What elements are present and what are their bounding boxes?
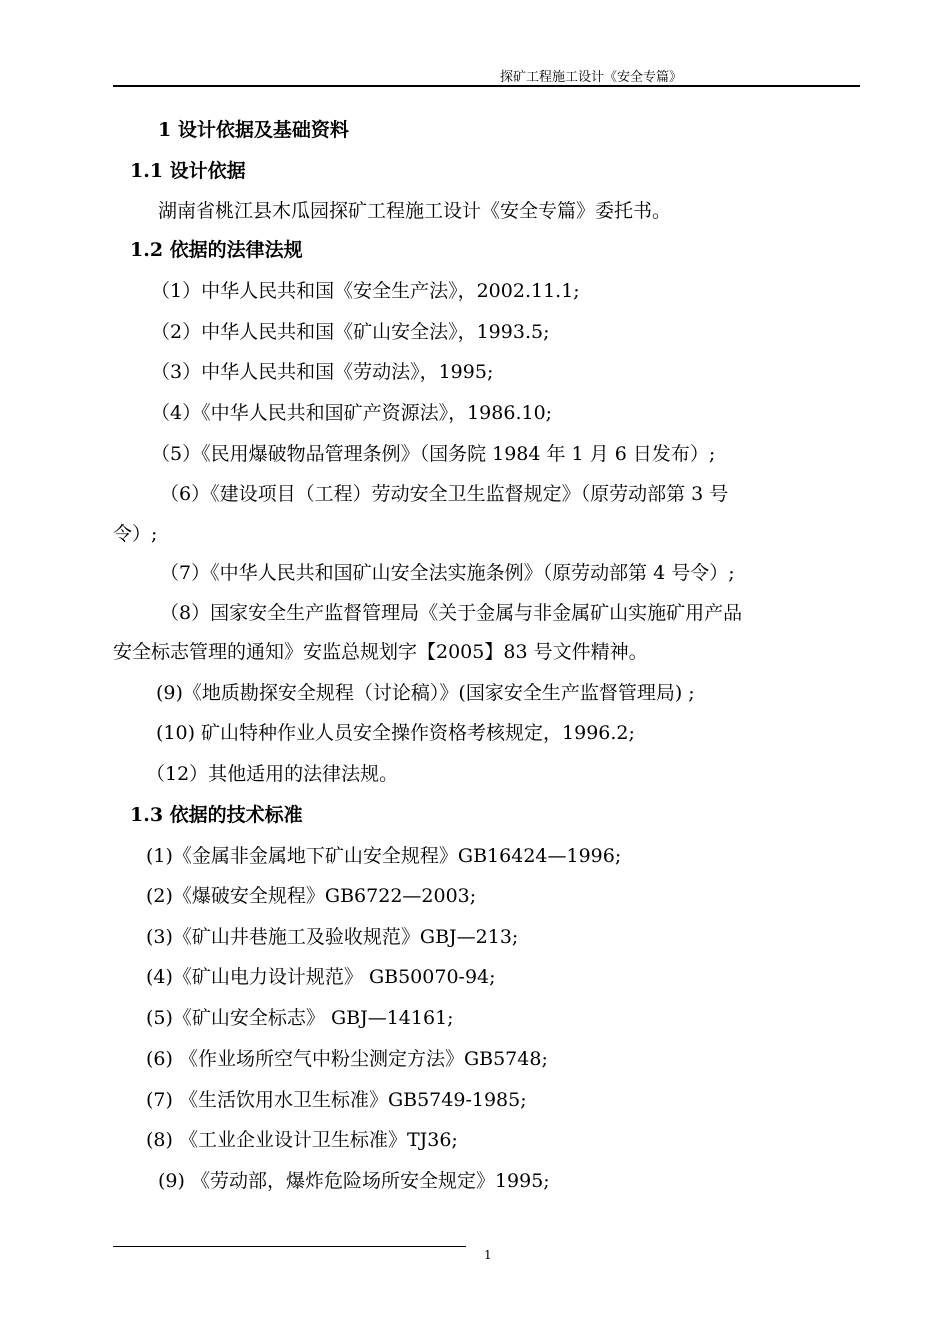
law-item-8: （8）国家安全生产监督管理局《关于金属与非金属矿山实施矿用产品 [160,602,743,624]
law-item-10: (10) 矿山特种作业人员安全操作资格考核规定，1996.2; [156,722,635,744]
page-number: 1 [484,1248,492,1262]
standard-item-7: (7) 《生活饮用水卫生标准》GB5749-1985; [146,1089,527,1111]
standard-item-2: (2)《爆破安全规程》GB6722—2003; [146,885,477,907]
law-item-3: （3）中华人民共和国《劳动法》，1995; [151,361,494,383]
section-1-1-body: 湖南省桃江县木瓜园探矿工程施工设计《安全专篇》委托书。 [158,200,672,222]
law-item-6-continued: 令）; [113,523,158,545]
standard-item-3: (3)《矿山井巷施工及验收规范》GBJ—213; [146,926,519,948]
standard-item-6: (6) 《作业场所空气中粉尘测定方法》GB5748; [146,1048,548,1070]
section-1-heading: 1 设计依据及基础资料 [158,119,349,141]
standard-item-9: (9) 《劳动部，爆炸危险场所安全规定》1995; [158,1170,550,1192]
section-1-2-heading: 1.2 依据的法律法规 [130,239,303,261]
header-title: 探矿工程施工设计《安全专篇》 [500,70,683,85]
law-item-1: （1）中华人民共和国《安全生产法》，2002.11.1; [151,280,580,302]
standard-item-8: (8) 《工业企业设计卫生标准》TJ36; [146,1129,458,1151]
section-1-3-heading: 1.3 依据的技术标准 [130,804,303,826]
law-item-5: （5）《民用爆破物品管理条例》（国务院 1984 年 1 月 6 日发布）; [151,443,716,465]
law-item-8-continued: 安全标志管理的通知》安监总规划字【2005】83 号文件精神。 [113,641,648,663]
law-item-12: （12）其他适用的法律法规。 [146,763,399,785]
header-rule [113,85,860,87]
standard-item-4: (4)《矿山电力设计规范》 GB50070-94; [146,966,496,988]
law-item-7: （7）《中华人民共和国矿山安全法实施条例》（原劳动部第 4 号令）; [160,562,735,584]
section-1-1-heading: 1.1 设计依据 [130,160,246,182]
law-item-6: （6）《建设项目（工程）劳动安全卫生监督规定》（原劳动部第 3 号 [160,483,729,505]
law-item-9: (9)《地质勘探安全规程（讨论稿）》(国家安全生产监督管理局) ; [156,682,695,704]
law-item-4: （4）《中华人民共和国矿产资源法》，1986.10; [151,402,553,424]
footer-rule [113,1246,466,1247]
standard-item-1: (1)《金属非金属地下矿山安全规程》GB16424—1996; [146,845,622,867]
law-item-2: （2）中华人民共和国《矿山安全法》，1993.5; [151,321,550,343]
standard-item-5: (5)《矿山安全标志》 GBJ—14161; [146,1007,454,1029]
